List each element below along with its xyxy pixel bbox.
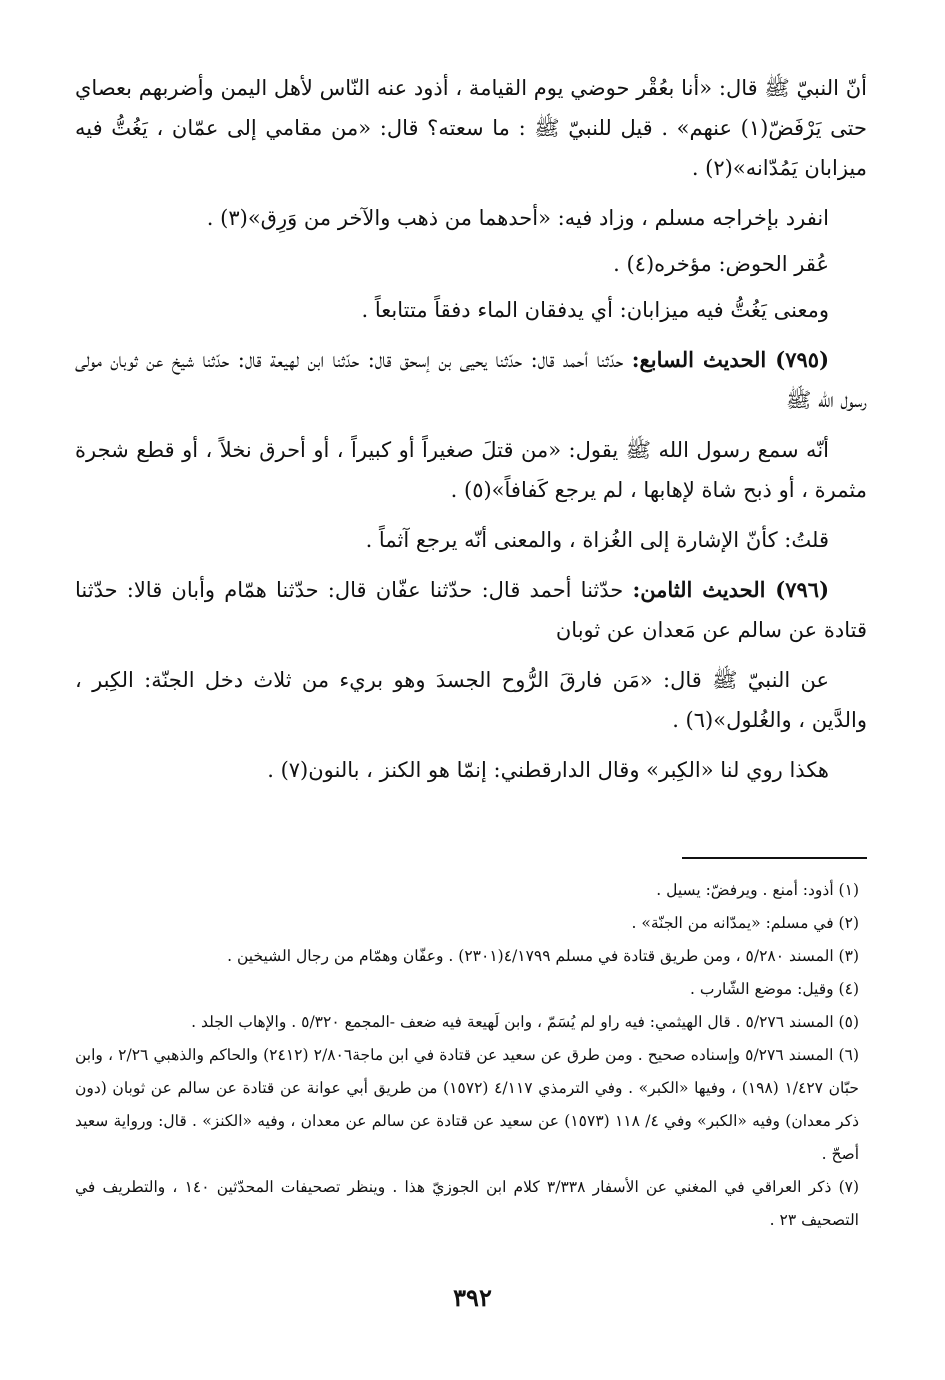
footnote: (٧) ذكر العراقي في المغني عن الأسفار ٣/٣٣٨ كلام ابن الجوزيّ هذا . وينظر تصحيفات المحدّثين ١٤٠ ، والتطريف في التصحيف ٢٣ .	[75, 1178, 860, 1229]
page-number: ٣٩٢	[453, 1283, 492, 1312]
hadith-chain: حدّثنا أحمد قال: حدّثنا يحيى بن إسحق قال: حدّثنا ابن لهيعة قال: حدّثنا شيخ عن ثوبان مولى رسول الله ﷺ	[75, 348, 867, 412]
footnote: (٣) المسند ٥/٢٨٠ ، ومن طريق قتادة في مسلم ٤/١٧٩٩(٢٣٠١) . وعفّان وهمّام من رجال الشيخين .	[227, 947, 859, 965]
commentary-paragraph: انفرد بإخراجه مسلم ، وزاد فيه: «أحدهما من ذهب والآخر من وَرِق»(٣) .	[206, 206, 829, 230]
footnote-divider	[682, 857, 867, 859]
footnote: (٦) المسند ٥/٢٧٦ وإسناده صحيح . ومن طرق عن سعيد عن قتادة في ابن ماجة٢/٨٠٦ (٢٤١٢) والحاكم والذهبي ٢/٢٦ ، وابن حبّان ١/٤٢٧ (١٩٨) ، وفيها «الكبر» . وفي الترمذي ٤/١١٧ (١٥٧٢) من طريق أبي عوانة عن قتادة عن سالم عن ثوبان (دون ذكر معدان) وفيه «الكبر» وفي ٤/ ١١٨ (١٥٧٣) عن سعيد عن قتادة عن سالم عن معدان ، وفيه «الكنز» . قال: ورواية سعيد أصحّ .	[75, 1046, 860, 1163]
hadith-text-paragraph: أنّ النبيّ ﷺ قال: «أنا بعُقْر حوضي يوم القيامة ، أذود عنه النّاس لأهل اليمن وأضربهم بعصاي حتى يَرْفَضّ(١) عنهم» . قيل للنبيّ ﷺ : ما سعته؟ قال: «من مقامي إلى عمّان ، يَغُتُّ فيه ميزابان يَمُدّانه»(٢) .	[75, 76, 867, 180]
commentary-paragraph: ومعنى يَغُتُّ فيه ميزابان: أي يدفقان الماء دفقاً متتابعاً .	[361, 298, 829, 322]
footnote: (٢) في مسلم: «يمدّانه من الجنّة» .	[631, 914, 859, 932]
footnote: (٥) المسند ٥/٢٧٦ . قال الهيثمي: فيه راو لم يُسَمّ ، وابن لَهيعة فيه ضعف -المجمع ٥/٣٢٠ . والإهاب الجلد .	[191, 1013, 859, 1031]
hadith-number-label: (٧٩٥) الحديث السابع:	[631, 347, 829, 372]
hadith-chain: حدّثنا أحمد قال: حدّثنا عفّان قال: حدّثنا همّام وأبان قالا: حدّثنا قتادة عن سالم عن مَعدان عن ثوبان	[75, 578, 867, 642]
footnotes	[75, 874, 867, 1237]
footnote: (٤) وقيل: موضع الشّارب .	[690, 980, 859, 998]
hadith-heading-795	[75, 340, 867, 420]
commentary-paragraph: عُقر الحوض: مؤخره(٤) .	[613, 252, 829, 276]
hadith-text-paragraph: أنّه سمع رسول الله ﷺ يقول: «من قتلَ صغيراً أو كبيراً ، أو أحرق نخلاً ، أو قطع شجرة مثمرة ، أو ذبح شاة لإهابها ، لم يرجع كَفافاً»(٥) .	[75, 438, 867, 502]
hadith-heading-796	[75, 570, 867, 650]
commentary-paragraph: هكذا روي لنا «الكِبر» وقال الدارقطني: إنمّا هو الكنز ، بالنون(٧) .	[267, 758, 829, 782]
hadith-text-paragraph: عن النبيّ ﷺ قال: «مَن فارقَ الرُّوح الجسدَ وهو بريء من ثلاث دخل الجنّة: الكِبر ، والدَّين ، والغُلول»(٦) .	[75, 668, 867, 732]
hadith-number-label: (٧٩٦) الحديث الثامن:	[632, 577, 829, 602]
main-text	[75, 68, 867, 800]
footnote: (١) أذود: أمنع . ويرفضّ: يسيل .	[656, 881, 859, 899]
commentary-paragraph: قلتُ: كأنّ الإشارة إلى الغُزاة ، والمعنى أنّه يرجع آثماً .	[365, 528, 829, 552]
